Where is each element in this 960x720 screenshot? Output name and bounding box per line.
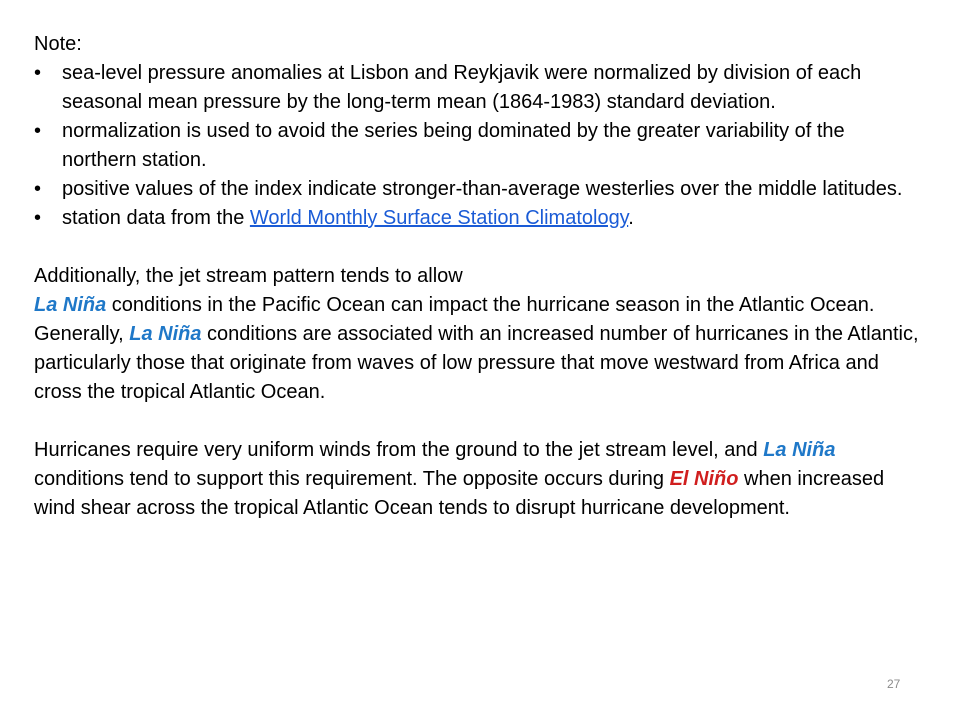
la-nina-term: La Niña [763, 439, 836, 461]
slide-body [34, 30, 924, 523]
bullet-icon: • [34, 62, 42, 84]
bullet-text-suffix: . [628, 207, 634, 229]
paragraph-text: conditions are associated with an increased number of hurricanes in the Atlantic, particularly those that originate from waves of low pressure that move westward from Africa and cross the tropical Atlantic Ocean. [34, 323, 919, 403]
list-item [34, 204, 924, 233]
la-nina-term: La Niña [34, 294, 107, 316]
la-nina-term: La Niña [129, 323, 202, 345]
note-bullet-list [34, 59, 924, 233]
paragraph-hurricanes [34, 436, 924, 523]
paragraph-text: Hurricanes require very uniform winds from the ground to the jet stream level, and [34, 439, 764, 461]
bullet-icon: • [34, 207, 42, 229]
paragraph-text: conditions in the Pacific Ocean can impact the hurricane season in the Atlantic Ocean. Generally, [34, 294, 875, 345]
list-item [34, 59, 924, 117]
bullet-text: positive values of the index indicate stronger-than-average westerlies over the middle latitudes. [62, 178, 903, 200]
list-item [34, 117, 924, 175]
paragraph-jet-stream [34, 262, 924, 407]
paragraph-lead-line: Additionally, the jet stream pattern tends to allow [34, 265, 463, 287]
list-item [34, 175, 924, 204]
bullet-text: sea-level pressure anomalies at Lisbon and Reykjavik were normalized by division of each seasonal mean pressure by the long-term mean (1864-1983) standard deviation. [62, 62, 862, 113]
paragraph-text: conditions tend to support this requirement. The opposite occurs during [34, 468, 670, 490]
bullet-icon: • [34, 178, 42, 200]
spacer [34, 233, 924, 262]
bullet-text-prefix: station data from the [62, 207, 250, 229]
climatology-link[interactable]: World Monthly Surface Station Climatology [249, 207, 629, 229]
bullet-icon: • [34, 120, 42, 142]
el-nino-term: El Niño [669, 468, 739, 490]
spacer [34, 407, 924, 436]
bullet-text: normalization is used to avoid the series being dominated by the greater variability of the northern station. [62, 120, 845, 171]
page-number: 27 [887, 677, 901, 691]
note-heading: Note: [34, 33, 82, 55]
paragraph-text: when increased wind shear across the tropical Atlantic Ocean tends to disrupt hurricane development. [34, 468, 885, 519]
